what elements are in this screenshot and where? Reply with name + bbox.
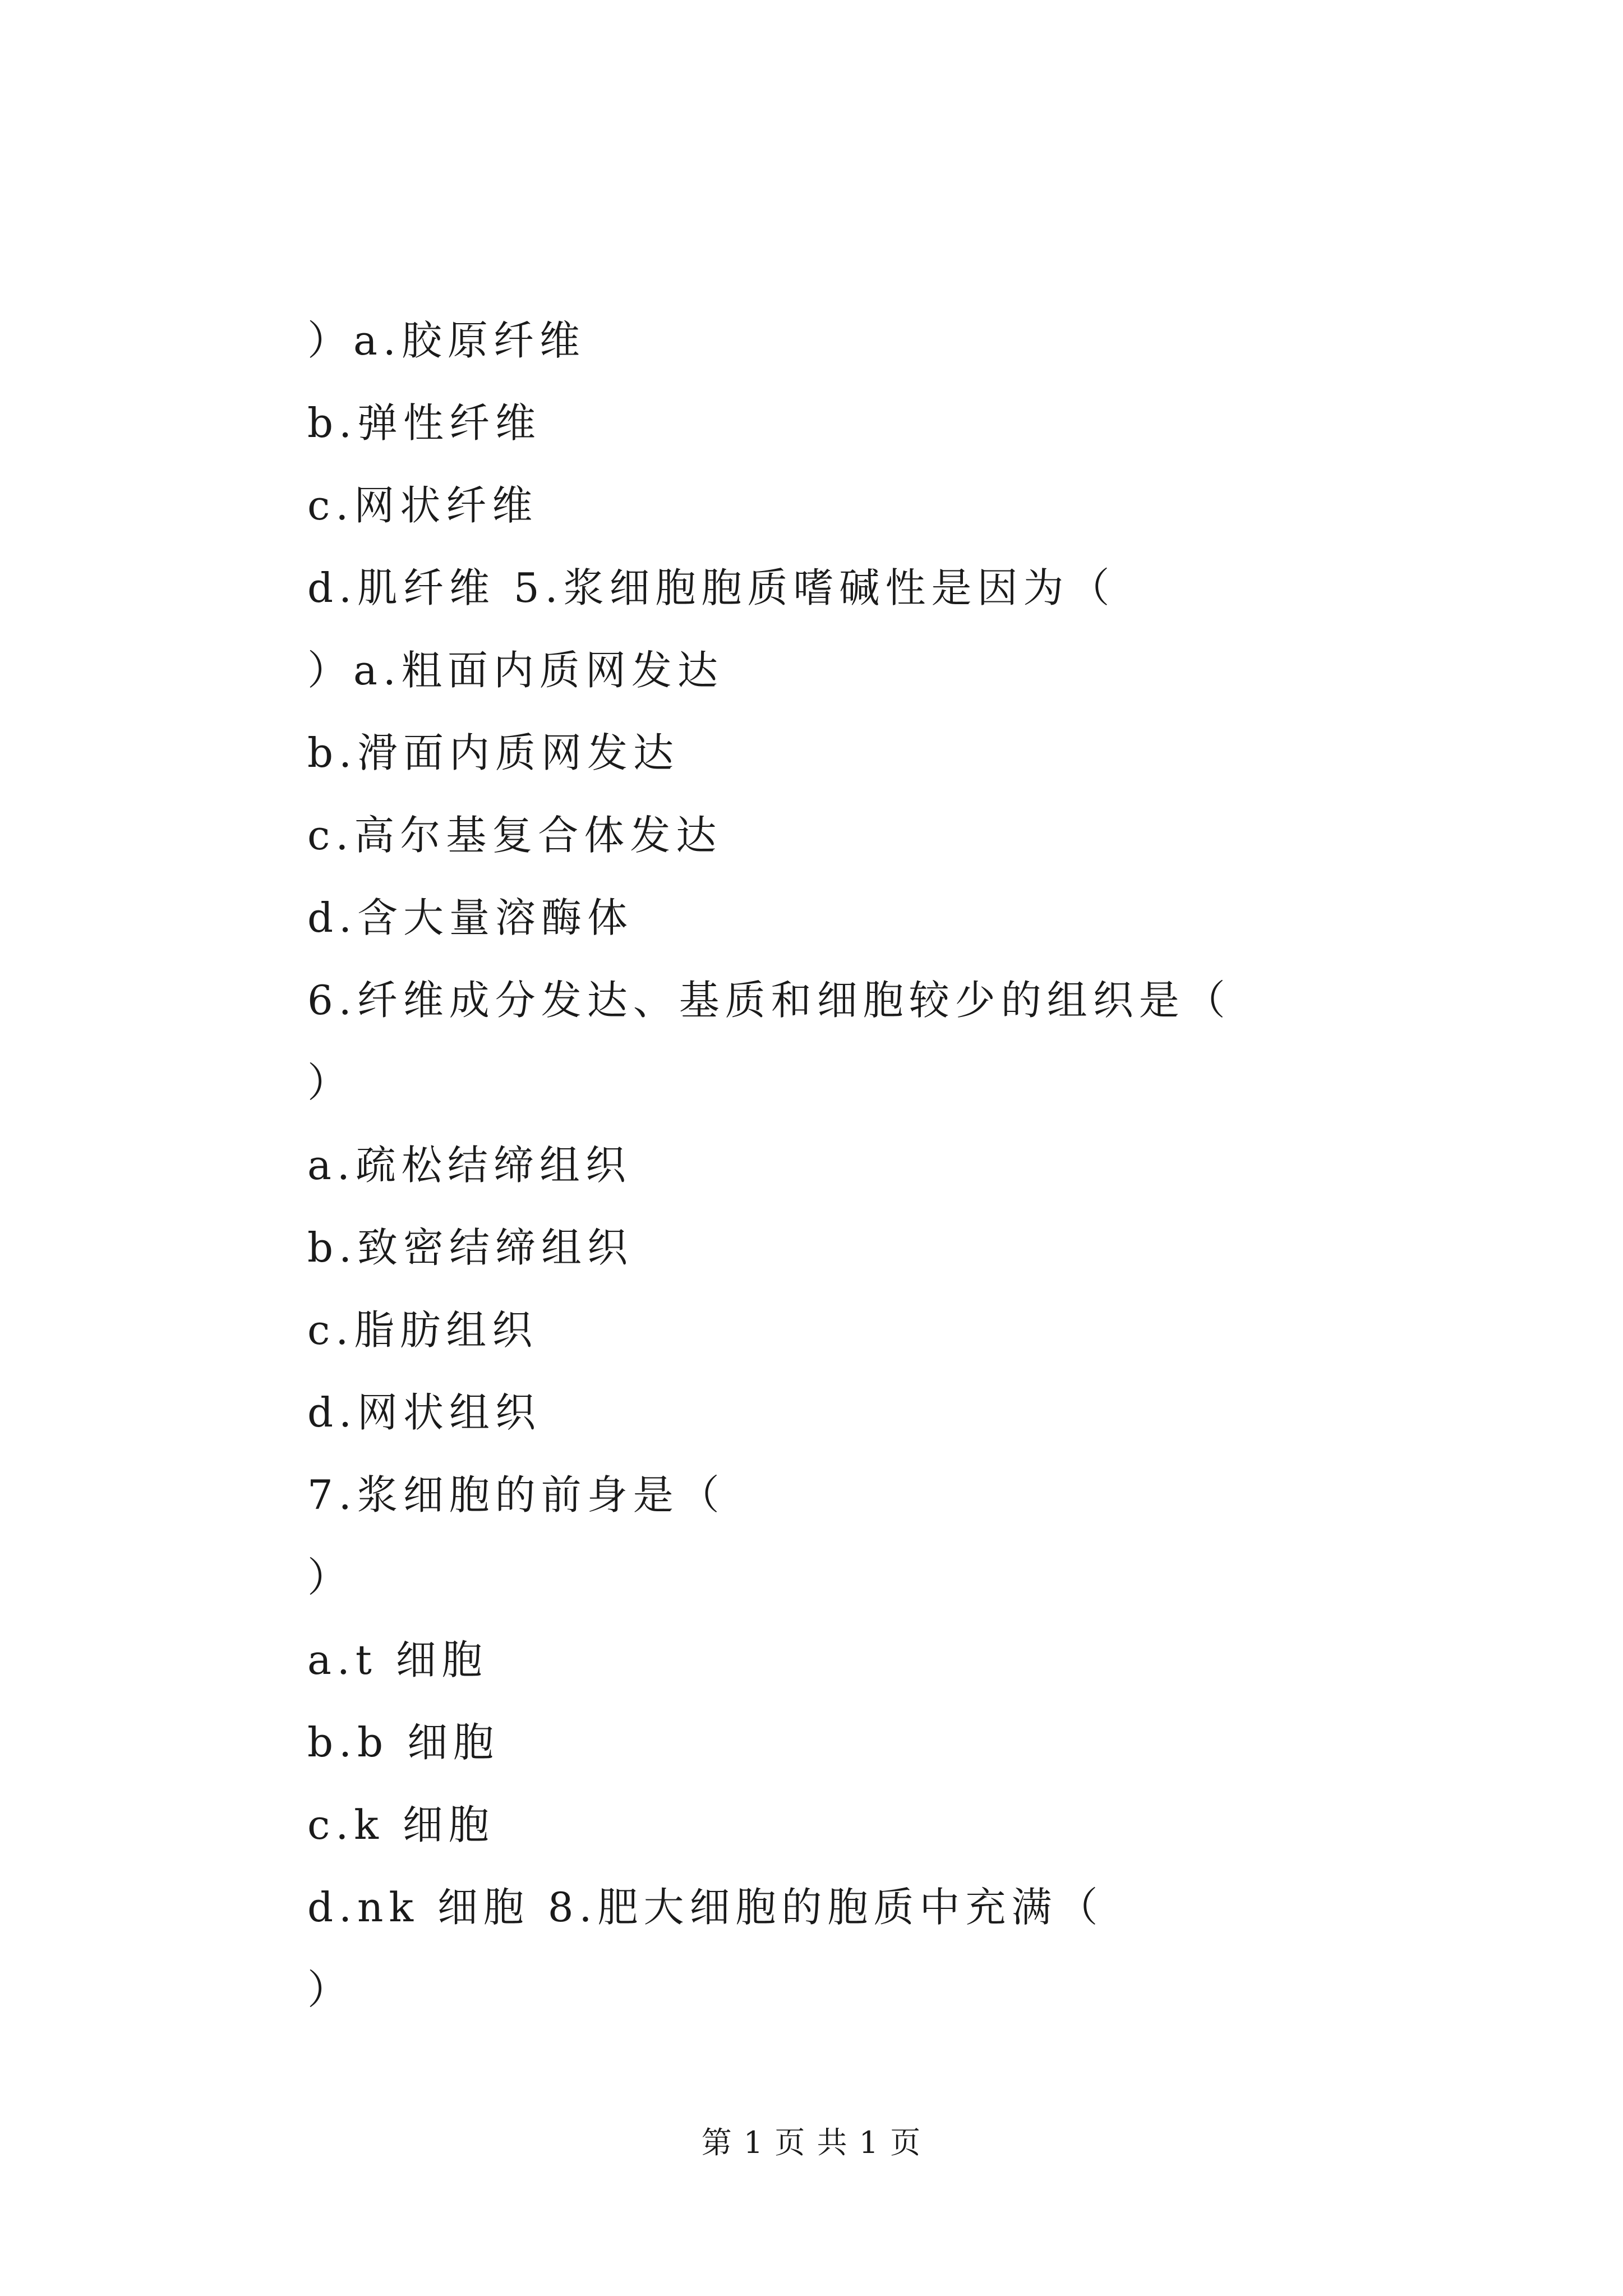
text-line: c.高尔基复合体发达 bbox=[307, 812, 722, 859]
page-footer: 第 1 页 共 1 页 bbox=[701, 2125, 922, 2160]
text-line: a.疏松结缔组织 bbox=[307, 1142, 631, 1189]
text-line: d.肌纤维 5.浆细胞胞质嗜碱性是因为（ bbox=[307, 564, 1115, 611]
text-line: c.k 细胞 bbox=[307, 1801, 495, 1848]
text-line: d.nk 细胞 8.肥大细胞的胞质中充满（ bbox=[307, 1884, 1104, 1931]
text-line: 6.纤维成分发达、基质和细胞较少的组织是（ bbox=[307, 977, 1231, 1024]
text-line: a.t 细胞 bbox=[307, 1636, 488, 1683]
document-body bbox=[307, 307, 1429, 2039]
text-line: ） bbox=[307, 1966, 354, 2013]
text-line: c.脂肪组织 bbox=[307, 1306, 538, 1354]
text-line: d.网状组织 bbox=[307, 1389, 541, 1436]
text-line: b.致密结缔组织 bbox=[307, 1224, 633, 1271]
text-line: b.b 细胞 bbox=[307, 1719, 499, 1766]
text-line: ） bbox=[307, 1554, 354, 1601]
text-line: ）a.粗面内质网发达 bbox=[307, 647, 723, 694]
text-line: ）a.胶原纤维 bbox=[307, 317, 585, 364]
text-line: b.弹性纤维 bbox=[307, 399, 541, 447]
text-line: c.网状纤维 bbox=[307, 482, 538, 529]
text-line: b.滑面内质网发达 bbox=[307, 729, 679, 776]
text-line: d.含大量溶酶体 bbox=[307, 894, 633, 941]
text-line: ） bbox=[307, 1059, 354, 1106]
text-line: 7.浆细胞的前身是（ bbox=[307, 1471, 725, 1519]
